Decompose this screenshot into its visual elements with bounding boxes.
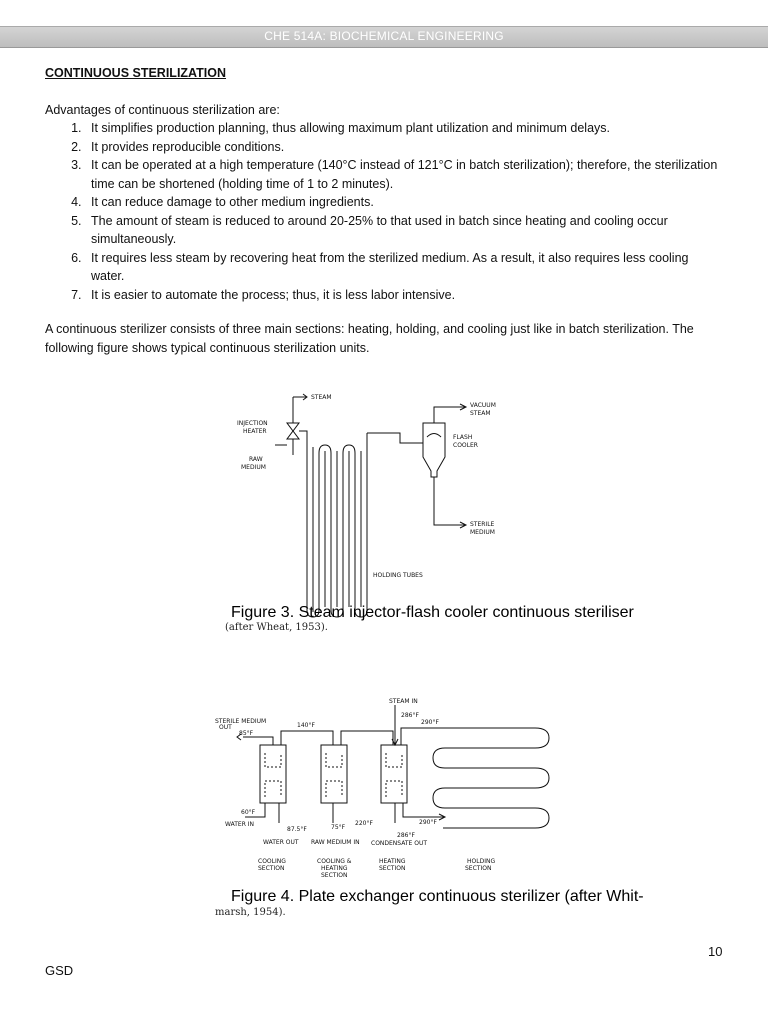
figure-steam-injector — [215, 385, 634, 635]
label-vacuum-steam: STEAM — [470, 410, 491, 417]
label-injection: INJECTION — [237, 420, 268, 427]
figure1-caption — [231, 604, 635, 621]
label-heating-2: SECTION — [379, 865, 406, 872]
label-140: 140°F — [297, 722, 315, 729]
label-sterile: STERILE — [470, 521, 495, 528]
label-steam: STEAM — [311, 394, 332, 401]
label-raw: RAW — [249, 456, 263, 463]
label-220: 220°F — [355, 820, 373, 827]
list-item: 1. It simplifies production planning, thus allowing maximum plant utilization and minimum delays. — [85, 119, 725, 138]
footer-author: GSD — [45, 963, 74, 978]
label-sterile-out-1: STERILE MEDIUM — [215, 718, 267, 725]
document-body — [45, 64, 725, 357]
label-60: 60°F — [241, 809, 256, 816]
label-holding-1: HOLDING — [467, 858, 496, 865]
figure2-caption-line2: marsh, 1954). — [215, 907, 286, 918]
label-sterile-medium: MEDIUM — [470, 529, 495, 536]
list-item: 3. It can be operated at a high temperature (140°C instead of 121°C in batch sterilization); therefore, the sterilization time can be shortened (holding time of 1 to 2 minutes). — [85, 156, 725, 193]
label-cooling-1: COOLING — [258, 858, 286, 865]
label-heating-1: HEATING — [379, 858, 406, 865]
label-water-out: WATER OUT — [263, 839, 299, 846]
label-cooling-2: SECTION — [258, 865, 285, 872]
label-holding-2: SECTION — [465, 865, 492, 872]
list-item: 7. It is easier to automate the process; thus, it is less labor intensive. — [85, 286, 725, 305]
label-286b: 286°F — [397, 832, 415, 839]
list-item: 5. The amount of steam is reduced to around 20-25% to that used in batch since heating and cooling occur simultaneously. — [85, 212, 725, 249]
figure2-caption — [231, 888, 644, 905]
label-cooler: COOLER — [453, 442, 478, 449]
label-holding-tubes: HOLDING TUBES — [373, 572, 423, 579]
list-item: 6. It requires less steam by recovering heat from the sterilized medium. As a result, it also requires less cooling water. — [85, 249, 725, 286]
list-item: 4. It can reduce damage to other medium ingredients. — [85, 193, 725, 212]
label-cooling-heating-2: HEATING — [321, 865, 348, 872]
advantages-list — [45, 119, 725, 304]
label-290b: 290°F — [419, 819, 437, 826]
label-steam-in: STEAM IN — [389, 698, 418, 705]
page-number: 10 — [708, 944, 723, 959]
list-item: 2. It provides reproducible conditions. — [85, 138, 725, 157]
label-75: 75°F — [331, 824, 346, 831]
figure2-caption-prefix: Figure 4. — [231, 888, 295, 905]
label-sterile-out-2: OUT — [219, 724, 232, 731]
figure1-caption-prefix: Figure 3. — [231, 604, 295, 621]
label-286: 286°F — [401, 712, 419, 719]
advantages-intro: Advantages of continuous sterilization are: — [45, 102, 280, 117]
label-85: 85°F — [239, 730, 254, 737]
header-bar — [0, 26, 768, 48]
label-vacuum: VACUUM — [470, 402, 496, 409]
figure1-caption-line2: (after Wheat, 1953). — [225, 622, 328, 633]
sterilizer-paragraph: A continuous sterilizer consists of three main sections: heating, holding, and cooling just like in batch sterilization. The following figure shows typical continuous sterilization units. — [45, 322, 694, 355]
figure1-caption-text: Steam injector-flash cooler continuous steriliser — [294, 604, 634, 621]
label-water-in: WATER IN — [225, 821, 255, 828]
figure-plate-exchanger — [205, 693, 644, 933]
label-raw-medium-in: RAW MEDIUM IN — [311, 839, 360, 846]
label-condensate-out: CONDENSATE OUT — [371, 840, 428, 847]
section-title: CONTINUOUS STERILIZATION — [45, 66, 227, 80]
label-87-5: 87.5°F — [287, 826, 307, 833]
label-heater: HEATER — [243, 428, 267, 435]
header-title: CHE 514A: BIOCHEMICAL ENGINEERING — [264, 29, 504, 43]
label-cooling-heating-1: COOLING & — [317, 858, 352, 865]
label-medium: MEDIUM — [241, 464, 266, 471]
label-290: 290°F — [421, 719, 439, 726]
figure2-caption-text: Plate exchanger continuous sterilizer (after Whit- — [294, 888, 644, 905]
label-cooling-heating-3: SECTION — [321, 872, 348, 879]
label-flash: FLASH — [453, 434, 473, 441]
